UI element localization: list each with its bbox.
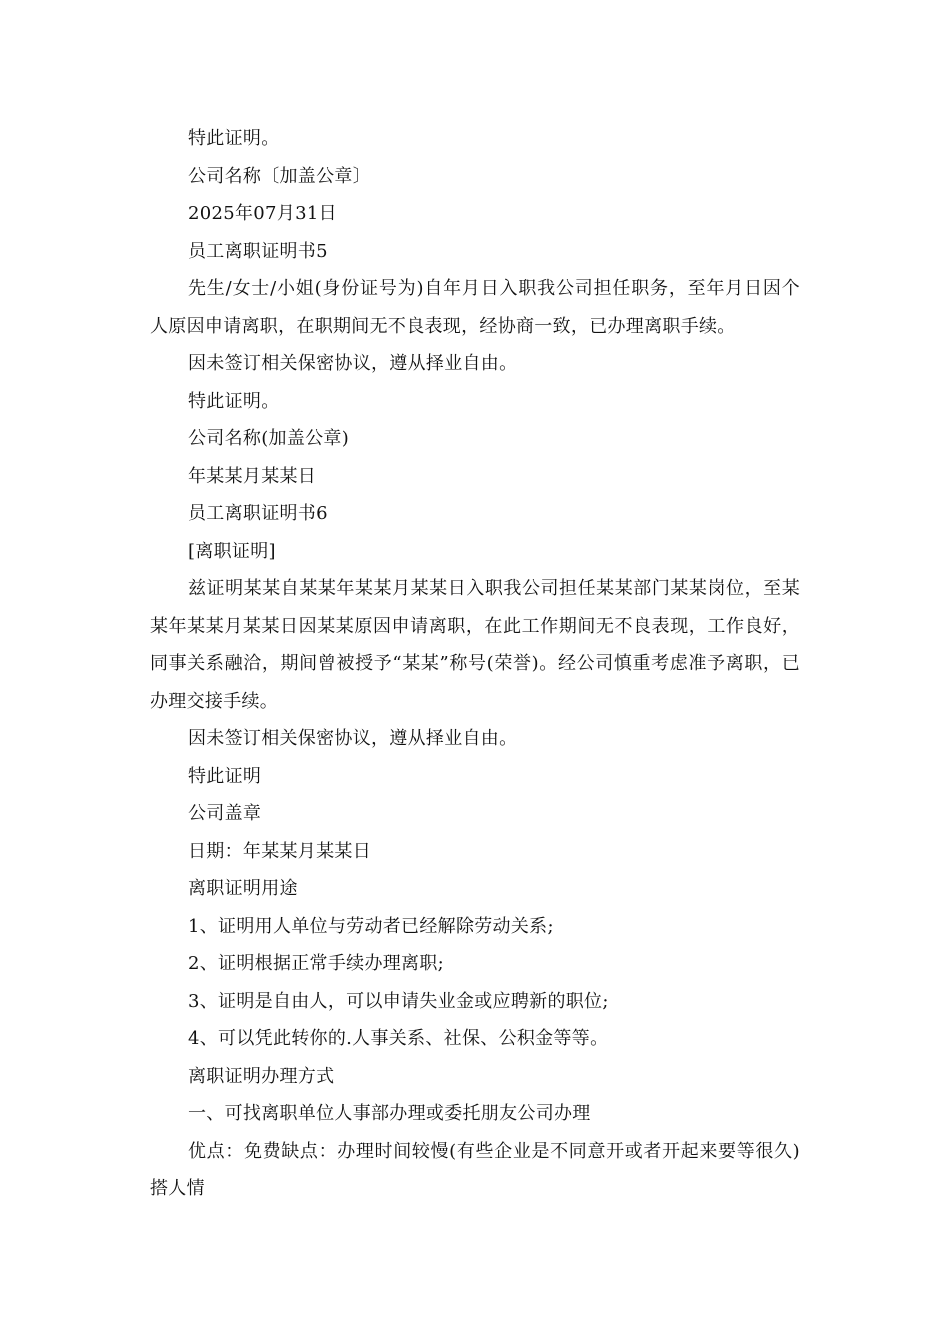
body-paragraph: 先生/女士/小姐(身份证号为)自年月日入职我公司担任职务，至年月日因个人原因申请离职，在职期间无不良表现，经协商一致，已办理离职手续。 xyxy=(150,278,800,337)
closing-line: 特此证明。 xyxy=(188,390,280,412)
closing-line: 特此证明。 xyxy=(188,128,280,149)
company-name-line: 公司名称〔加盖公章〕 xyxy=(188,165,371,187)
list-item: 一、可找离职单位人事部办理或委托朋友公司办理 xyxy=(188,1103,591,1124)
closing-line: 特此证明 xyxy=(188,765,262,787)
list-item: 3、证明是自由人，可以申请失业金或应聘新的职位; xyxy=(188,990,609,1012)
document-body xyxy=(150,120,800,1208)
date-line: 年某某月某某日 xyxy=(188,465,317,487)
date-line: 2025年07月31日 xyxy=(188,203,337,224)
list-item: 1、证明用人单位与劳动者已经解除劳动关系; xyxy=(188,915,554,937)
company-name-line: 公司名称(加盖公章) xyxy=(188,428,350,449)
section-heading: 员工离职证明书6 xyxy=(188,503,328,524)
date-line: 日期：年某某月某某日 xyxy=(188,840,371,862)
section-heading: 离职证明办理方式 xyxy=(188,1065,335,1087)
list-item: 4、可以凭此转你的.人事关系、社保、公积金等等。 xyxy=(188,1028,609,1049)
list-item: 2、证明根据正常手续办理离职; xyxy=(188,953,445,974)
body-paragraph: 兹证明某某自某某年某某月某某日入职我公司担任某某部门某某岗位，至某某年某某月某某日因某某原因申请离职，在此工作期间无不良表现，工作良好，同事关系融洽，期间曾被授予“某某”称号(荣誉)。经公司慎重考虑准予离职，已办理交接手续。 xyxy=(150,578,800,712)
body-paragraph: 优点：免费缺点：办理时间较慢(有些企业是不同意开或者开起来要等很久)搭人情 xyxy=(150,1140,800,1199)
body-paragraph: 因未签订相关保密协议，遵从择业自由。 xyxy=(188,728,518,749)
company-seal-line: 公司盖章 xyxy=(188,803,262,824)
section-heading: 离职证明用途 xyxy=(188,878,298,899)
section-heading: 员工离职证明书5 xyxy=(188,240,328,262)
section-subheading: [离职证明] xyxy=(188,540,276,562)
body-paragraph: 因未签订相关保密协议，遵从择业自由。 xyxy=(188,353,518,374)
